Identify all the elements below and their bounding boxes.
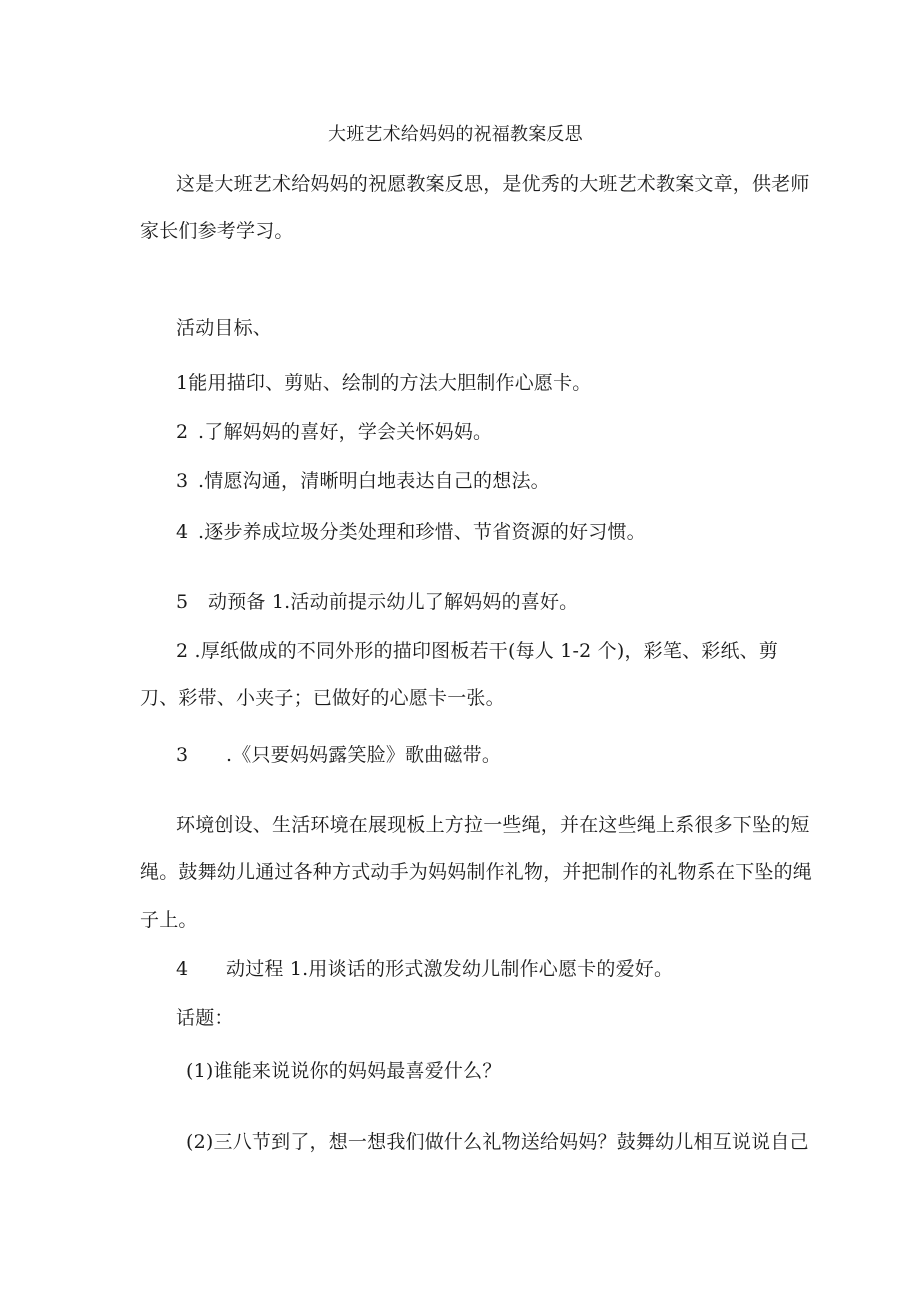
process-item-4-number: 4	[176, 958, 189, 980]
document-title: 大班艺术给妈妈的祝福教案反思	[328, 124, 583, 145]
prep-item-5-number: 5	[176, 591, 189, 613]
prep-item-5	[176, 590, 578, 614]
prep-item-5-text: 动预备 1.活动前提示幼儿了解妈妈的喜好。	[208, 591, 579, 613]
goal-item-4-number: 4	[176, 521, 189, 543]
goal-item-4	[176, 520, 646, 544]
goal-item-3	[176, 469, 550, 493]
process-item-4	[176, 957, 673, 981]
goal-item-4-text: .逐步养成垃圾分类处理和珍惜、节省资源的好习惯。	[198, 521, 646, 543]
question-2: (2)三八节到了，想一想我们做什么礼物送给妈妈？鼓舞幼儿相互说说自己	[186, 1131, 809, 1153]
environment-line-1: 环境创设、生活环境在展现板上方拉一些绳，并在这些绳上系很多下坠的短	[176, 814, 810, 836]
prep-item-3-text: .《只要妈妈露笑脸》歌曲磁带。	[226, 744, 502, 766]
prep-item-2-line-1: 2 .厚纸做成的不同外形的描印图板若干(每人 1-2 个)，彩笔、彩纸、剪	[176, 640, 779, 662]
intro-line-1: 这是大班艺术给妈妈的祝愿教案反思，是优秀的大班艺术教案文章，供老师	[176, 173, 810, 195]
prep-item-2-line-2: 刀、彩带、小夹子；已做好的心愿卡一张。	[140, 687, 505, 709]
goal-item-2-number: 2	[176, 421, 189, 443]
goal-item-3-number: 3	[176, 470, 189, 492]
goal-item-1: 1能用描印、剪贴、绘制的方法大胆制作心愿卡。	[176, 372, 592, 394]
goal-item-2-text: .了解妈妈的喜好，学会关怀妈妈。	[198, 421, 493, 443]
goals-heading: 活动目标、	[176, 317, 273, 339]
topic-label: 话题：	[176, 1007, 234, 1029]
environment-line-2: 绳。鼓舞幼儿通过各种方式动手为妈妈制作礼物，并把制作的礼物系在下坠的绳	[140, 861, 813, 883]
prep-item-3-number: 3	[176, 744, 189, 766]
environment-line-3: 子上。	[140, 909, 198, 931]
process-item-4-text: 动过程 1.用谈话的形式激发幼儿制作心愿卡的爱好。	[226, 958, 674, 980]
goal-item-2	[176, 420, 492, 444]
intro-line-2: 家长们参考学习。	[140, 220, 294, 242]
prep-item-3	[176, 743, 501, 767]
goal-item-3-text: .情愿沟通，清晰明白地表达自己的想法。	[198, 470, 550, 492]
question-1: (1)谁能来说说你的妈妈最喜爱什么？	[186, 1060, 502, 1082]
